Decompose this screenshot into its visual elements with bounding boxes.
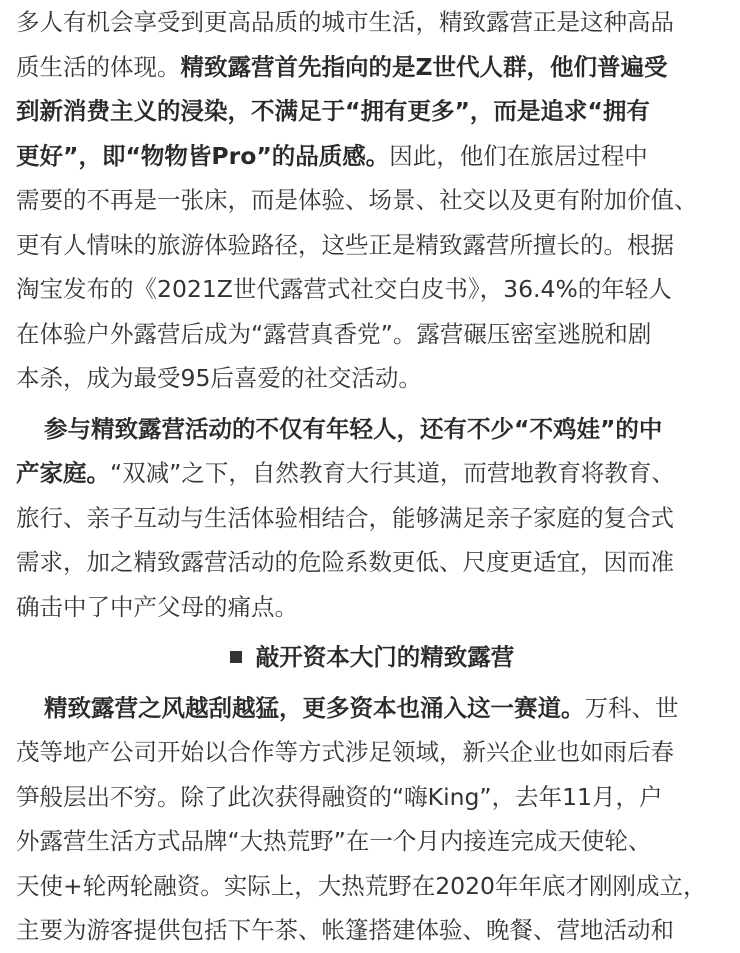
text-line (16, 89, 728, 134)
bold-text-run: 到新消费主义的浸染，不满足于“拥有更多”，而是追求“拥有 (16, 97, 650, 125)
text-run: 旅行、亲子互动与生活体验相结合，能够满足亲子家庭的复合式 (16, 503, 674, 532)
article-body (16, 0, 728, 953)
text-line (16, 730, 728, 775)
text-line (16, 451, 728, 496)
text-line (16, 312, 728, 357)
text-line (16, 356, 728, 401)
text-line (16, 178, 728, 223)
paragraph-3 (16, 686, 728, 953)
bold-text-run: 参与精致露营活动的不仅有年轻人，还有不少“不鸡娃”的中 (44, 414, 663, 443)
text-run: 笋般层出不穷。除了此次获得融资的“嗨King”，去年11月，户 (16, 782, 663, 811)
text-line (16, 223, 728, 268)
text-run: 万科、世 (584, 693, 679, 722)
text-run: 更有人情味的旅游体验路径，这些正是精致露营所擅长的。根据 (16, 230, 674, 259)
section-heading-text: 敲开资本大门的精致露营 (255, 643, 515, 671)
text-line (16, 585, 728, 630)
text-run: 确击中了中产父母的痛点。 (16, 592, 298, 621)
text-line (16, 908, 728, 953)
text-line (16, 864, 728, 909)
text-run: 在体验户外露营后成为“露营真香党”。露营碾压密室逃脱和剧 (16, 319, 652, 348)
square-bullet-icon (230, 651, 242, 663)
text-run: 因此，他们在旅居过程中 (389, 141, 648, 170)
text-line (16, 267, 728, 312)
text-line (16, 496, 728, 541)
text-line (16, 407, 728, 452)
text-run: 质生活的体现。 (16, 52, 181, 81)
text-run: “双减”之下，自然教育大行其道，而营地教育将教育、 (110, 459, 675, 487)
text-line (16, 134, 728, 179)
bold-text-run: 精致露营之风越刮越猛，更多资本也涌入这一赛道。 (44, 693, 585, 722)
text-run: 天使+轮两轮融资。实际上，大热荒野在2020年年底才刚刚成立， (16, 871, 707, 900)
text-run: 淘宝发布的《2021Z世代露营式社交白皮书》，36.4%的年轻人 (16, 275, 672, 303)
text-line (16, 540, 728, 585)
text-run: 外露营生活方式品牌“大热荒野”在一个月内接连完成天使轮、 (16, 827, 652, 855)
text-run: 主要为游客提供包括下午茶、帐篷搭建体验、晚餐、营地活动和 (16, 916, 674, 944)
section-heading (16, 635, 728, 680)
paragraph-2 (16, 407, 728, 630)
text-line (16, 0, 728, 45)
text-line (16, 775, 728, 820)
text-line (16, 45, 728, 90)
paragraph-1 (16, 0, 728, 401)
bold-text-run: 更好”，即“物物皆Pro”的品质感。 (16, 141, 390, 170)
text-line (16, 819, 728, 864)
text-run: 需要的不再是一张床，而是体验、场景、社交以及更有附加价值、 (16, 186, 698, 214)
bold-text-run: 精致露营首先指向的是Z世代人群，他们普遍受 (180, 52, 668, 81)
text-run: 本杀，成为最受95后喜爱的社交活动。 (16, 364, 422, 392)
text-run: 多人有机会享受到更高品质的城市生活，精致露营正是这种高品 (16, 8, 674, 36)
text-run: 需求，加之精致露营活动的危险系数更低、尺度更适宜，因而准 (16, 548, 674, 576)
text-run: 茂等地产公司开始以合作等方式涉足领域，新兴企业也如雨后春 (16, 738, 674, 766)
text-line (16, 686, 728, 731)
bold-text-run: 产家庭。 (16, 459, 110, 487)
